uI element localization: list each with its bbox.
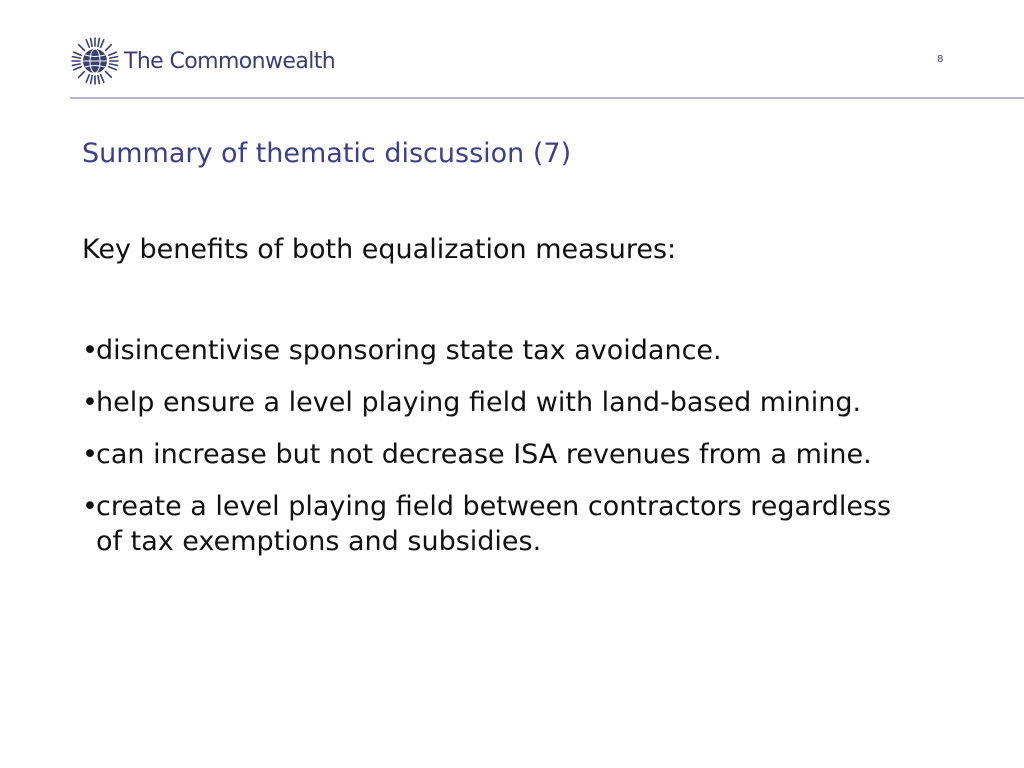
logo-wordmark: The Commonwealth bbox=[124, 48, 336, 74]
bullet-text: create a level playing field between contractors regardless of tax exemptions and subsidies. bbox=[96, 491, 892, 557]
page-number: 8 bbox=[937, 54, 944, 65]
bullet-item bbox=[82, 437, 902, 472]
commonwealth-logo bbox=[70, 36, 335, 86]
bullet-icon: • bbox=[82, 335, 98, 366]
bullet-text: disincentivise sponsoring state tax avoidance. bbox=[96, 335, 722, 366]
header-divider bbox=[70, 97, 1024, 99]
commonwealth-globe-icon bbox=[70, 36, 120, 86]
bullet-item bbox=[82, 385, 902, 420]
bullet-item bbox=[82, 333, 902, 368]
bullet-item bbox=[82, 489, 902, 559]
bullet-icon: • bbox=[82, 491, 98, 522]
slide-title: Summary of thematic discussion (7) bbox=[82, 138, 572, 169]
bullet-list bbox=[82, 333, 902, 576]
bullet-text: help ensure a level playing field with land-based mining. bbox=[96, 387, 862, 418]
bullet-icon: • bbox=[82, 387, 98, 418]
bullet-text: can increase but not decrease ISA revenues from a mine. bbox=[96, 439, 872, 470]
slide-subtitle: Key benefits of both equalization measures: bbox=[82, 234, 677, 265]
bullet-icon: • bbox=[82, 439, 98, 470]
